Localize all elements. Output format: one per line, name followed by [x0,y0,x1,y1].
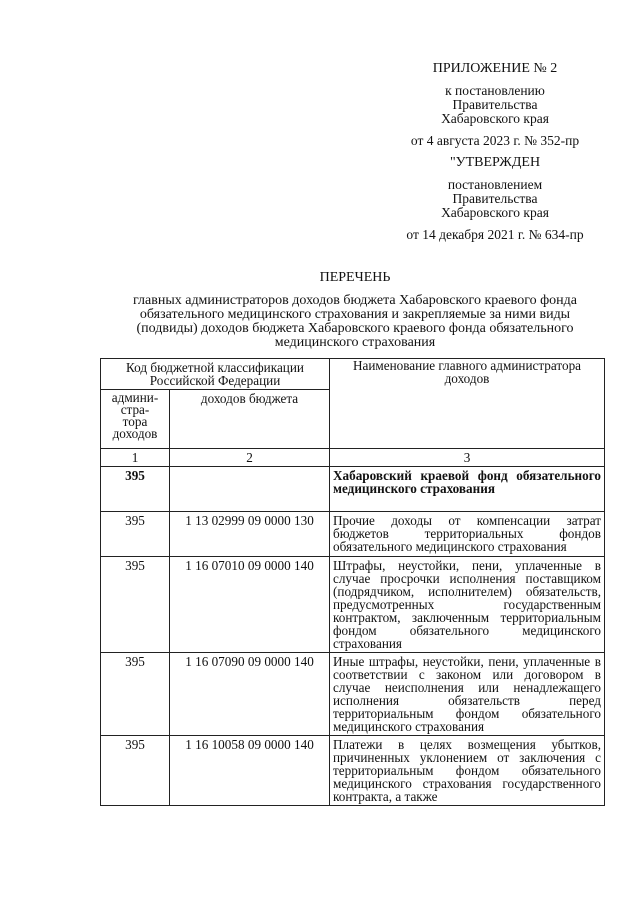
income-name-cell: Иные штрафы, неустойки, пени, уплаченные в соответствии с законом или договором в случае неисполнения или ненадлежащего исполнения обязательств перед территориальным фондом обязательного медицинского страхования [330,653,605,736]
admin-header-line: стра- [120,402,150,417]
admin-code-cell: 395 [101,736,170,806]
approved-line: Хабаровского края [441,205,549,220]
list-subtitle-line: (подвиды) доходов бюджета Хабаровского краевого фонда обязательного [136,321,574,336]
table-row [101,512,605,557]
administrator-name-cell: Хабаровский краевой фонд обязательного медицинского страхования [330,467,605,512]
approved-title: "УТВЕРЖДЕН [449,155,541,170]
income-code-cell: 1 16 07090 09 0000 140 [170,653,330,736]
list-subtitle-line: медицинского страхования [274,335,436,350]
column-number: 1 [101,449,170,467]
code-group-header: Код бюджетной классификации Российской Федерации [101,359,330,390]
list-title-block [100,271,610,350]
income-code-cell: 1 16 07010 09 0000 140 [170,557,330,653]
list-heading: ПЕРЕЧЕНЬ [319,270,391,285]
approved-line: Правительства [452,191,538,206]
appendix-line: Правительства [452,97,538,112]
appendix-date-line: от 4 августа 2023 г. № 352-пр [410,133,580,148]
list-subtitle-line: главных администраторов доходов бюджета Хабаровского краевого фонда [132,293,577,308]
name-column-header: Наименование главного администратора доходов [330,359,605,449]
income-name-cell: Платежи в целях возмещения убытков, причиненных уклонением от заключения с территориальным фондом обязательного медицинского страхования государственного контракта, а также [330,736,605,806]
admin-column-header [101,390,170,449]
admin-code-cell: 395 [101,557,170,653]
table-row [101,467,605,512]
appendix-line: к постановлению [445,83,545,98]
approved-line: постановлением [447,177,543,192]
appendix-block [380,62,610,148]
table-row [101,653,605,736]
income-name-cell: Штрафы, неустойки, пени, уплаченные в случае просрочки исполнения поставщиком (подрядчиком, исполнителем) обязательств, предусмотренных государственным контрактом, заключенным территориальным фондом обязательного медицинского страхования [330,557,605,653]
admin-code-cell: 395 [101,653,170,736]
list-subtitle-line: обязательного медицинского страхования и закрепляемые за ними виды [139,307,571,322]
admin-code-cell: 395 [101,467,170,512]
table-row [101,557,605,653]
admin-header-line: доходов [112,426,158,441]
admin-header-line: тора [122,414,148,429]
approved-block [380,156,610,242]
approved-date-line: от 14 декабря 2021 г. № 634-пр [406,227,584,242]
column-number: 2 [170,449,330,467]
income-name-cell: Прочие доходы от компенсации затрат бюджетов территориальных фондов обязательного медицинского страхования [330,512,605,557]
income-table [100,358,605,806]
appendix-line: Хабаровского края [441,111,549,126]
admin-header-line: админи- [111,390,159,405]
table-header-row [101,359,605,390]
income-code-cell: 1 16 10058 09 0000 140 [170,736,330,806]
column-number-row [101,449,605,467]
income-code-cell [170,467,330,512]
income-column-header: доходов бюджета [170,390,330,449]
appendix-title: ПРИЛОЖЕНИЕ № 2 [432,61,558,76]
table-row [101,736,605,806]
column-number: 3 [330,449,605,467]
income-code-cell: 1 13 02999 09 0000 130 [170,512,330,557]
admin-code-cell: 395 [101,512,170,557]
